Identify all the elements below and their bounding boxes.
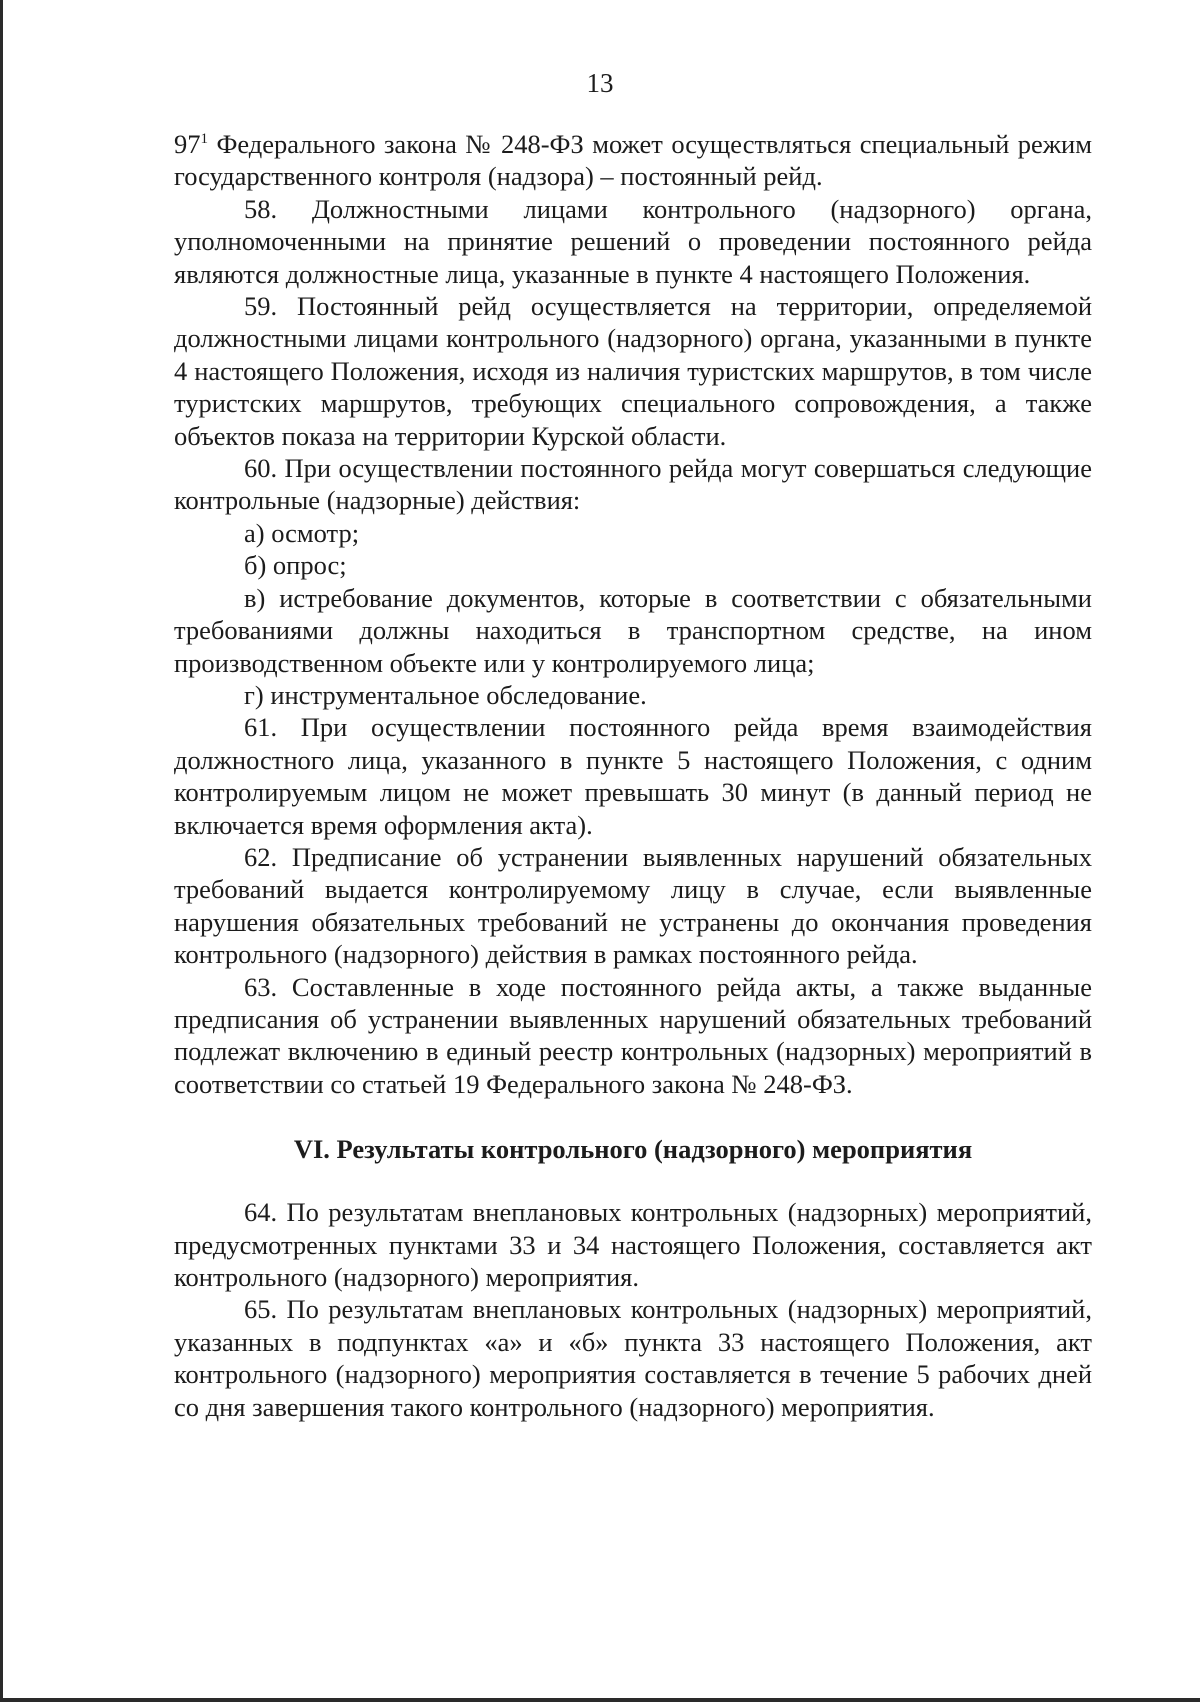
article-number: 97 [174,129,201,159]
scan-left-edge [0,0,3,1702]
paragraph-58: 58. Должностными лицами контрольного (надзорного) органа, уполномоченными на принятие решений о проведении постоянного рейда являются должностные лица, указанные в пункте 4 настоящего Положения. [174,193,1092,289]
paragraph-61: 61. При осуществлении постоянного рейда время взаимодействия должностного лица, указанного в пункте 5 настоящего Положения, с одним контролируемым лицом не может превышать 30 минут (в данный период не включается время оформления акта). [174,712,1092,840]
document-body [174,128,1092,1423]
article-superscript: 1 [200,131,208,148]
paragraph-60-a: а) осмотр; [244,517,360,548]
paragraph-65: 65. По результатам внеплановых контрольных (надзорных) мероприятий, указанных в подпунктах «а» и «б» пункта 33 настоящего Положения, акт контрольного (надзорного) мероприятия составляется в течение 5 рабочих дней со дня завершения такого контрольного (надзорного) мероприятия. [174,1294,1092,1422]
paragraph-63: 63. Составленные в ходе постоянного рейда акты, а также выданные предписания об устранении выявленных нарушений обязательных требований подлежат включению в единый реестр контрольных (надзорных) мероприятий в соответствии со статьей 19 Федерального закона № 248-ФЗ. [174,971,1092,1099]
paragraph-64: 64. По результатам внеплановых контрольных (надзорных) мероприятий, предусмотренных пунктами 33 и 34 настоящего Положения, составляется акт контрольного (надзорного) мероприятия. [174,1197,1092,1292]
paragraph-continuation-text: Федерального закона № 248-ФЗ может осуществляться специальный режим государственного контроля (надзора) – постоянный рейд. [174,129,1092,192]
page-number: 13 [586,68,614,98]
paragraph-59: 59. Постоянный рейд осуществляется на территории, определяемой должностными лицами контрольного (надзорного) органа, указанными в пункте 4 настоящего Положения, исходя из наличия туристских маршрутов, в том числе туристских маршрутов, требующих специального сопровождения, а также объектов показа на территории Курской области. [174,291,1092,451]
scan-bottom-edge [0,1698,1200,1702]
paragraph-60-b: б) опрос; [244,550,347,581]
paragraph-60-v: в) истребование документов, которые в соответствии с обязательными требованиями должны находиться в транспортном средстве, на ином производственном объекте или у контролируемого лица; [174,582,1092,678]
paragraph-60-g: г) инструментальное обследование. [244,679,647,710]
paragraph-continuation [174,128,1092,193]
section-heading: VI. Результаты контрольного (надзорного) мероприятия [293,1134,973,1165]
paragraph-60: 60. При осуществлении постоянного рейда могут совершаться следующие контрольные (надзорные) действия: [174,453,1092,516]
paragraph-62: 62. Предписание об устранении выявленных нарушений обязательных требований выдается контролируемому лицу в случае, если выявленные нарушения обязательных требований не устранены до окончания проведения контрольного (надзорного) действия в рамках постоянного рейда. [174,841,1092,970]
